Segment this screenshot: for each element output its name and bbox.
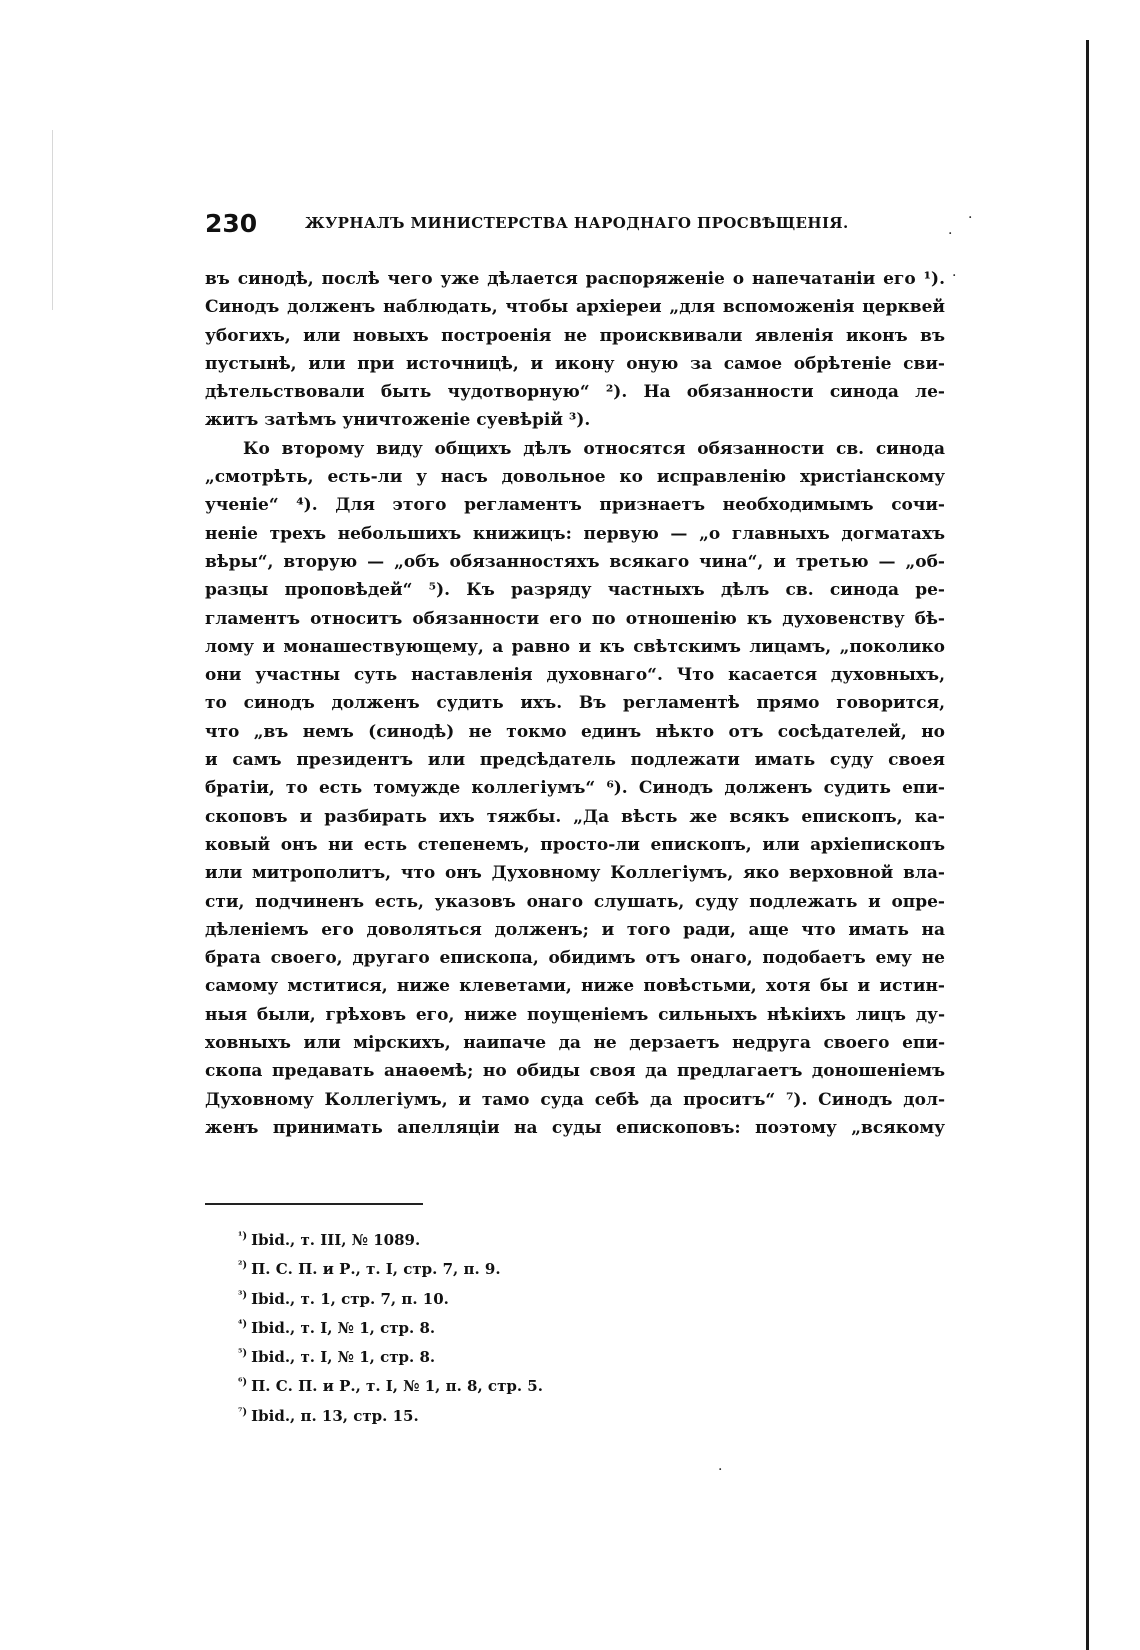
text-line: они участны суть наставленія духовнаго“. Что касается духовныхъ, bbox=[205, 665, 945, 686]
footnote bbox=[238, 1370, 543, 1399]
text-line: что „въ немъ (синодѣ) не токмо единъ нѣкто отъ сосѣдателей, но bbox=[205, 721, 945, 742]
footnote-mark: ⁴) bbox=[238, 1318, 248, 1330]
footnote-mark: ⁶) bbox=[238, 1377, 248, 1389]
text-line: братіи, то есть томужде коллегіумъ“ ⁶). Синодъ долженъ судить епи- bbox=[205, 778, 945, 799]
text-line: скопа предавать анаѳемѣ; но обиды своя да предлагаетъ доношеніемъ bbox=[205, 1061, 945, 1082]
text-line: лому и монашествующему, а равно и къ свѣтскимъ лицамъ, „поколико bbox=[205, 636, 945, 657]
footnote-mark: ⁵) bbox=[238, 1348, 248, 1360]
text-line: ховныхъ или мірскихъ, наипаче да не дерзаетъ недруга своего епи- bbox=[205, 1033, 945, 1054]
paragraph-start-line: Ко второму виду общихъ дѣлъ относятся обязанности св. синода bbox=[243, 438, 945, 459]
scan-speck: · bbox=[948, 226, 953, 242]
footnote bbox=[238, 1400, 543, 1429]
text-line: то синодъ долженъ судить ихъ. Въ регламентѣ прямо говорится, bbox=[205, 693, 945, 714]
footnote-mark: ¹) bbox=[238, 1231, 248, 1242]
footnote-mark: ²) bbox=[238, 1260, 248, 1272]
footnotes bbox=[238, 1224, 543, 1429]
text-line: убогихъ, или новыхъ построенія не происквивали явленія иконъ въ bbox=[205, 325, 945, 346]
page-number: 230 bbox=[205, 209, 258, 238]
binding-edge-line bbox=[1086, 40, 1089, 1650]
running-title: ЖУРНАЛЪ МИНИСТЕРСТВА НАРОДНАГО ПРОСВѢЩЕНІЯ. bbox=[305, 214, 849, 232]
footnote-mark: ⁷) bbox=[238, 1406, 248, 1418]
scan-speck: · bbox=[718, 1462, 723, 1478]
text-line: житъ затѣмъ уничтоженіе суевѣрій ³). bbox=[205, 410, 591, 431]
text-line: сти, подчиненъ есть, указовъ онаго слушать, суду подлежать и опре- bbox=[205, 891, 945, 912]
footnote bbox=[238, 1283, 543, 1312]
text-line: пустынѣ, или при источницѣ, и икону оную за самое обрѣтеніе сви- bbox=[205, 353, 945, 374]
text-line: въ синодѣ, послѣ чего уже дѣлается распоряженіе о напечатаніи его ¹). bbox=[205, 269, 945, 289]
text-line: или митрополитъ, что онъ Духовному Коллегіумъ, яко верховной вла- bbox=[205, 863, 945, 884]
footnote bbox=[238, 1312, 543, 1341]
footnote-mark: ³) bbox=[238, 1289, 248, 1301]
text-line: гламентъ относитъ обязанности его по отношенію къ духовенству бѣ- bbox=[205, 608, 945, 629]
footnote-text: Ibid., т. 1, стр. 7, п. 10. bbox=[251, 1289, 449, 1308]
footnote-separator bbox=[205, 1203, 423, 1205]
page-header bbox=[205, 209, 1005, 249]
text-line: ученіе“ ⁴). Для этого регламентъ признаетъ необходимымъ сочи- bbox=[205, 495, 945, 516]
text-line: неніе трехъ небольшихъ книжицъ: первую — „о главныхъ догматахъ bbox=[205, 523, 945, 544]
text-line: Духовному Коллегіумъ, и тамо суда себѣ да проситъ“ ⁷). Синодъ дол- bbox=[205, 1089, 945, 1110]
text-line: вѣры“, вторую — „объ обязанностяхъ всякаго чина“, и третью — „об- bbox=[205, 551, 945, 572]
scan-edge-line bbox=[52, 130, 53, 310]
footnote bbox=[238, 1224, 543, 1253]
footnote bbox=[238, 1341, 543, 1370]
text-line: брата своего, другаго епископа, обидимъ отъ онаго, подобаетъ ему не bbox=[205, 948, 945, 969]
footnote-text: П. С. П. и Р., т. I, № 1, п. 8, стр. 5. bbox=[251, 1377, 543, 1396]
text-line: самому мститися, ниже клеветами, ниже повѣстьми, хотя бы и истин- bbox=[205, 976, 945, 997]
text-line: дѣтельствовали быть чудотворную“ ²). На обязанности синода ле- bbox=[205, 382, 945, 403]
text-line: „смотрѣть, есть-ли у насъ довольное ко исправленію христіанскому bbox=[205, 467, 945, 488]
text-line: скоповъ и разбирать ихъ тяжбы. „Да вѣсть же всякъ епископъ, ка- bbox=[205, 806, 945, 827]
text-line: и самъ президентъ или предсѣдатель подлежати имать суду своея bbox=[205, 750, 945, 771]
main-text bbox=[205, 265, 945, 1142]
text-line: Синодъ долженъ наблюдать, чтобы архіереи „для вспоможенія церквей bbox=[205, 297, 945, 318]
text-line: разцы проповѣдей“ ⁵). Къ разряду частныхъ дѣлъ св. синода ре- bbox=[205, 580, 945, 601]
footnote bbox=[238, 1253, 543, 1282]
text-line: ныя были, грѣховъ его, ниже поущеніемъ сильныхъ нѣкіихъ лицъ ду- bbox=[205, 1004, 945, 1025]
footnote-text: П. С. П. и Р., т. I, стр. 7, п. 9. bbox=[251, 1260, 501, 1279]
text-line: ковый онъ ни есть степенемъ, просто-ли епископъ, или архіепископъ bbox=[205, 834, 945, 855]
scan-speck: · bbox=[968, 210, 973, 226]
footnote-text: Ibid., т. III, № 1089. bbox=[251, 1231, 421, 1249]
footnote-text: Ibid., т. I, № 1, стр. 8. bbox=[251, 1318, 436, 1337]
scan-speck: · bbox=[952, 268, 957, 284]
footnote-text: Ibid., п. 13, стр. 15. bbox=[251, 1406, 419, 1425]
footnote-text: Ibid., т. I, № 1, стр. 8. bbox=[251, 1348, 436, 1367]
text-line: дѣленіемъ его доволяться долженъ; и того ради, аще что имать на bbox=[205, 919, 945, 940]
text-line: женъ принимать апелляціи на суды епископовъ: поэтому „всякому bbox=[205, 1117, 945, 1138]
